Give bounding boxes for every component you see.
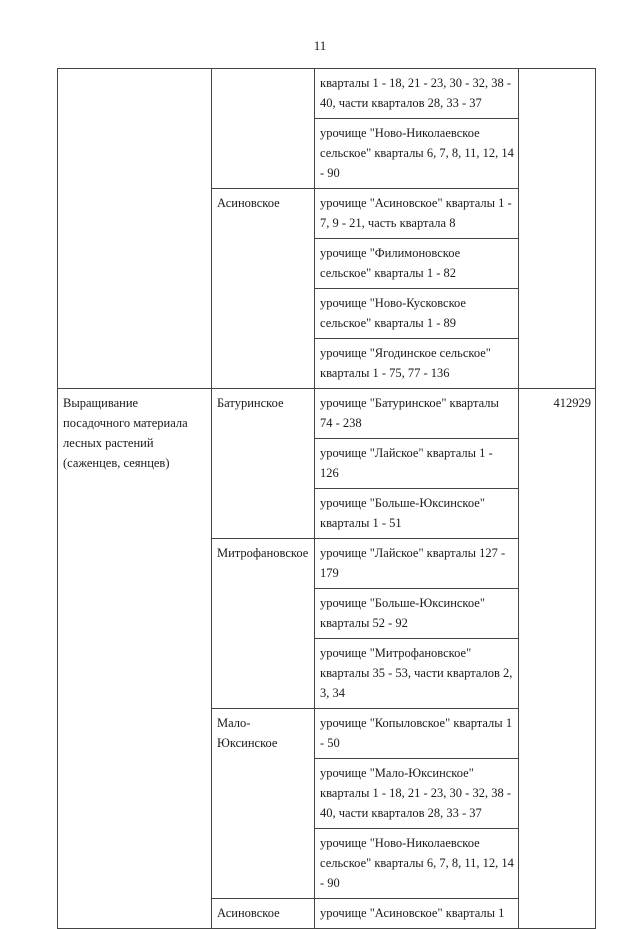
area-cell: кварталы 1 - 18, 21 - 23, 30 - 32, 38 - 40, части кварталов 28, 33 - 37 bbox=[315, 69, 519, 119]
area-cell: урочище "Ново-Кусковское сельское" кварталы 1 - 89 bbox=[315, 289, 519, 339]
forestry-table bbox=[57, 68, 596, 929]
area-cell: урочище "Филимоновское сельское" кварталы 1 - 82 bbox=[315, 239, 519, 289]
activity-cell: Выращивание посадочного материала лесных растений (саженцев, сеянцев) bbox=[58, 389, 212, 929]
forestry-cell: Асиновское bbox=[212, 899, 315, 929]
area-cell: урочище "Больше-Юксинское" кварталы 1 - 51 bbox=[315, 489, 519, 539]
forestry-cell: Батуринское bbox=[212, 389, 315, 539]
table-row bbox=[58, 69, 596, 119]
page-number: 11 bbox=[313, 38, 327, 53]
activity-cell bbox=[58, 69, 212, 389]
area-cell: урочище "Батуринское" кварталы 74 - 238 bbox=[315, 389, 519, 439]
area-cell: урочище "Больше-Юксинское" кварталы 52 - 92 bbox=[315, 589, 519, 639]
area-cell: урочище "Лайское" кварталы 127 - 179 bbox=[315, 539, 519, 589]
volume-cell: 412929 bbox=[519, 389, 596, 929]
area-cell: урочище "Мало-Юксинское" кварталы 1 - 18, 21 - 23, 30 - 32, 38 - 40, части кварталов 28, 33 - 37 bbox=[315, 759, 519, 829]
area-cell: урочище "Ново-Николаевское сельское" кварталы 6, 7, 8, 11, 12, 14 - 90 bbox=[315, 829, 519, 899]
forestry-cell bbox=[212, 69, 315, 189]
forestry-cell: Мало-Юксинское bbox=[212, 709, 315, 899]
forestry-cell: Асиновское bbox=[212, 189, 315, 389]
area-cell: урочище "Асиновское" кварталы 1 bbox=[315, 899, 519, 929]
area-cell: урочище "Лайское" кварталы 1 - 126 bbox=[315, 439, 519, 489]
forestry-cell: Митрофановское bbox=[212, 539, 315, 709]
area-cell: урочище "Асиновское" кварталы 1 - 7, 9 - 21, часть квартала 8 bbox=[315, 189, 519, 239]
volume-cell bbox=[519, 69, 596, 389]
area-cell: урочище "Копыловское" кварталы 1 - 50 bbox=[315, 709, 519, 759]
area-cell: урочище "Ягодинское сельское" кварталы 1 - 75, 77 - 136 bbox=[315, 339, 519, 389]
area-cell: урочище "Митрофановское" кварталы 35 - 53, части кварталов 2, 3, 34 bbox=[315, 639, 519, 709]
area-cell: урочище "Ново-Николаевское сельское" кварталы 6, 7, 8, 11, 12, 14 - 90 bbox=[315, 119, 519, 189]
table-row bbox=[58, 389, 596, 439]
